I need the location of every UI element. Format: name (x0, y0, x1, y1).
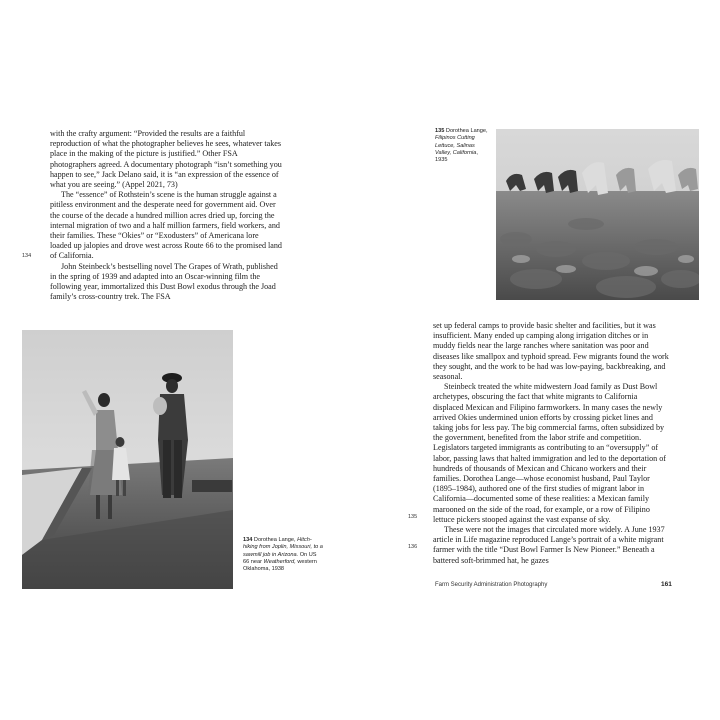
paragraph: The “essence” of Rothstein’s scene is the human struggle against a pitiless environment and the desperate need for government aid. Over the course of the decade a hundred million acres dried up, forcing the internal migration of two and a half million farmers, field workers, and their families. These “Okies” or “Exodusters” of Americana lore loaded up jalopies and drove west across Route 66 to the promised land of California. (50, 190, 282, 261)
caption-135-number: 135 (435, 128, 445, 134)
caption-135: 135 Dorothea Lange, Filipinos Cutting Lettuce, Salinas Valley, California, 1935 (435, 128, 488, 164)
photo-lettuce-pickers (496, 129, 699, 300)
margin-ref-135: 135 (408, 514, 418, 520)
paragraph: set up federal camps to provide basic shelter and facilities, but it was insufficient. Many ended up camping along irrigation ditches or in muddy fields near the large ranches where sanitation was poor and diseases like smallpox and typhoid spread. Few migrants found the work they sought, and the work to be had was low-paying, backbreaking, and seasonal. (433, 321, 669, 382)
paragraph: with the crafty argument: “Provided the results are a faithful reproduction of what the photographer believes he sees, whatever takes place in the making of the picture is justified.” Other FSA photographers agreed. A documentary photograph “isn’t something you happen to see,” Jack Delano said, it is “an expression of the essence of what you are seeing.” (Appel 2021, 73) (50, 129, 282, 190)
paragraph: John Steinbeck’s bestselling novel The Grapes of Wrath, published in the spring of 1939 and adapted into an Oscar-winning film the following year, immortalized this Dust Bowl exodus through the Joad family’s cross-country trek. The FSA (50, 261, 278, 302)
paragraph: Steinbeck treated the white midwestern Joad family as Dust Bowl archetypes, obscuring the fact that white migrants to California displaced Mexican and Filipino farmworkers. In many cases the newly arrived Okies undermined union efforts by crossing picket lines and taking jobs for less pay. The big commercial farms, often subsidized by the government, benefited from the labor strife and competition. Legislators targeted immigrants as contributing to an “oversupply” of labor, passing laws that halted immigration and led to the deportation of hundreds of thousands of Mexican and Chicano workers and their families. Dorothea Lange—whose economist husband, Paul Taylor (1895–1984), authored one of the first studies of migrant labor in California—documented some of these realities: a Mexican family marooned on the side of the road, for example, or a row of Filipino lettuce pickers stooped against the vast expanse of sky. (433, 382, 666, 524)
left-column-text (50, 129, 282, 302)
margin-ref-136: 136 (408, 544, 418, 550)
right-column-text (433, 321, 669, 566)
running-footer-title: Farm Security Administration Photography (435, 582, 548, 588)
paragraph: These were not the images that circulated more widely. A June 1937 article in Life magazine reproduced Lange’s portrait of a white migrant farmer with the title “Dust Bowl Farmer Is New Pioneer.” Beneath a battered soft-brimmed hat, he gazes (433, 525, 665, 565)
photo-hitchhiking-family (22, 330, 233, 589)
caption-134: 134 Dorothea Lange, Hitch-hiking from Joplin, Missouri, to a sawmill job in Arizona. On US 66 near Weatherford, western Oklahoma, 1938 (243, 537, 323, 573)
photo-134-image (22, 330, 233, 589)
photo-135-image (496, 129, 699, 300)
margin-ref-134: 134 (22, 253, 32, 259)
page-number: 161 (661, 581, 672, 588)
caption-134-number: 134 (243, 537, 253, 543)
